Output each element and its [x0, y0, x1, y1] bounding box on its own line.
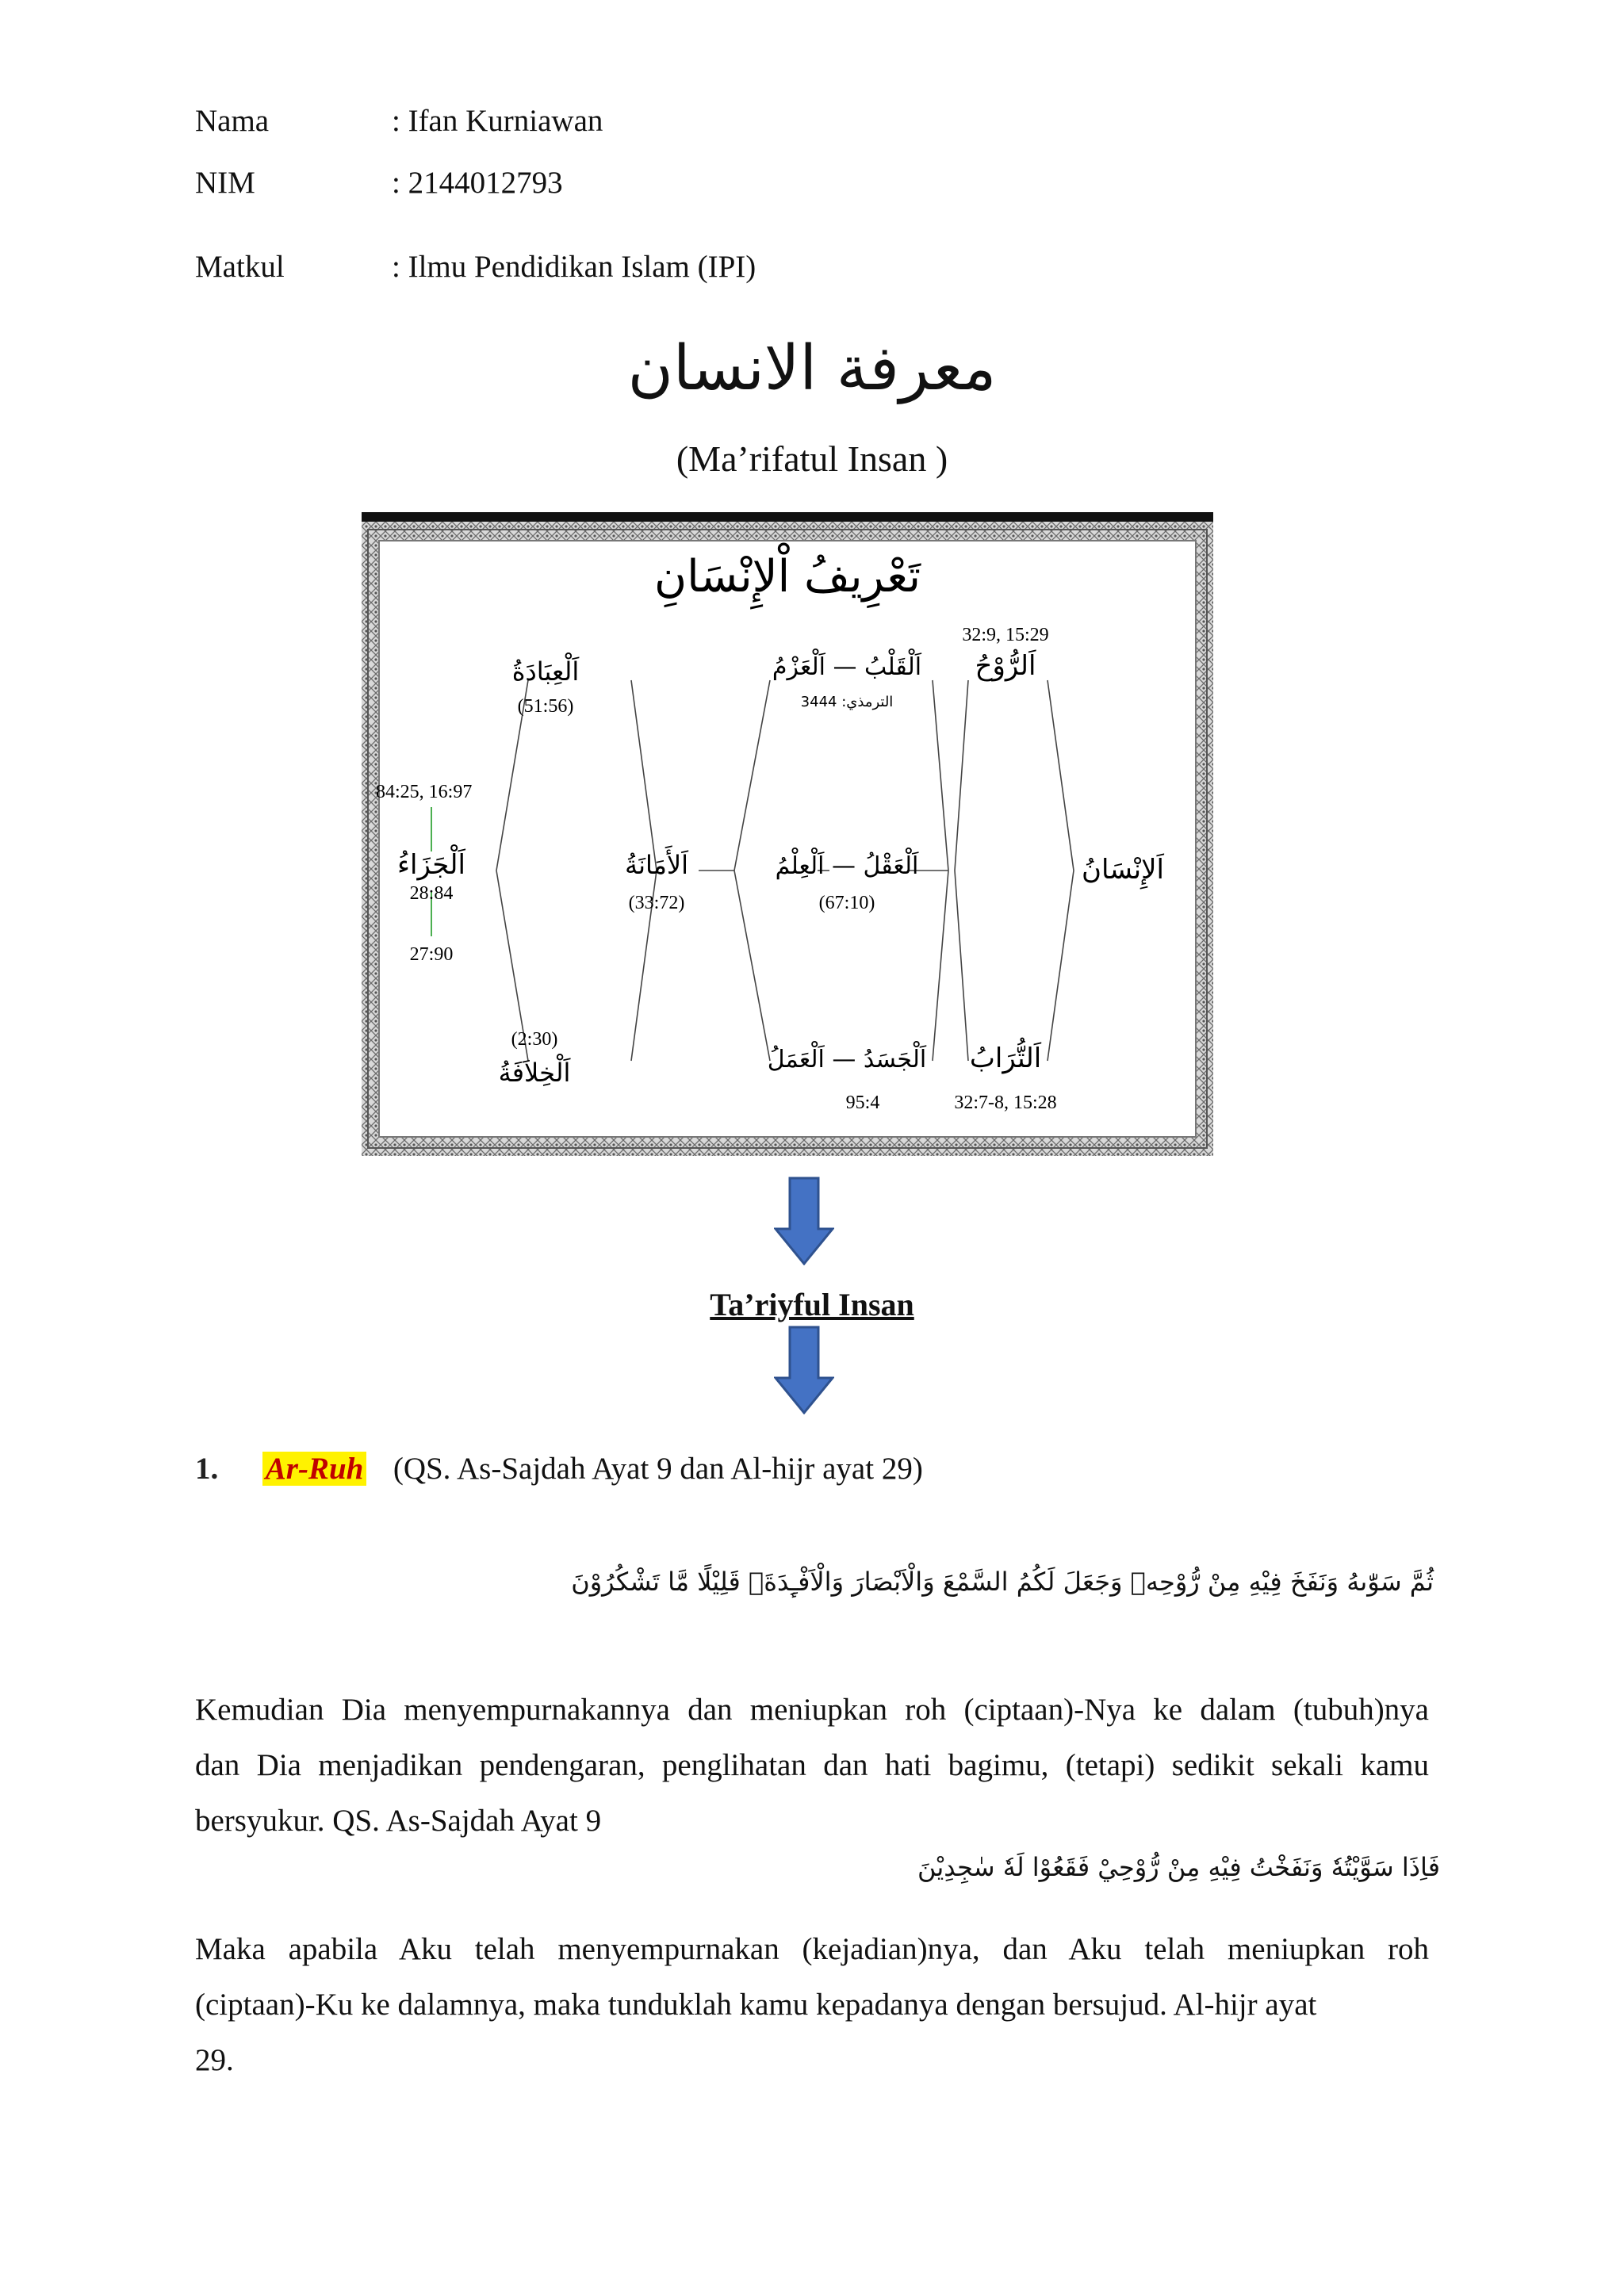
ibadah-label: اَلْعِبَادَةُ [511, 656, 580, 687]
jaza-ref-bottom: 27:90 [409, 944, 454, 965]
translation-line: bersyukur. QS. As-Sajdah Ayat 9 [195, 1804, 602, 1838]
ibadah-ref: (51:56) [517, 696, 574, 717]
jaza-ref-top: 84:25, 16:97 [376, 782, 473, 802]
jaza-ref-mid: 28:84 [409, 883, 454, 904]
qalb-label: اَلْقَلْبُ — اَلْعَزْمُ [772, 653, 922, 681]
turab-ref: 32:7-8, 15:28 [954, 1093, 1057, 1113]
latin-title: (Ma’rifatul Insan ) [676, 438, 948, 479]
jasad-label: اَلْجَسَدُ — اَلْعَمَلُ [767, 1046, 927, 1073]
section-ref: (QS. As-Sajdah Ayat 9 dan Al-hijr ayat 29) [393, 1452, 923, 1486]
aql-ref: (67:10) [818, 893, 875, 913]
translation-sajdah-9 [195, 1682, 1429, 1849]
nim-value: : 2144012793 [392, 166, 563, 200]
translation-line: Kemudian Dia menyempurnakannya dan meniupkan roh (ciptaan)-Nya ke dalam (tubuh)nya [195, 1693, 1429, 1727]
section-name: Ar-Ruh [262, 1452, 367, 1486]
ruh-ref: 32:9, 15:29 [962, 625, 1049, 645]
course-value: : Ilmu Pendidikan Islam (IPI) [392, 250, 756, 284]
figure-caption: Ta’riyful Insan [710, 1287, 914, 1322]
tarif-insan-diagram [362, 512, 1213, 1156]
khilafah-ref: (2:30) [511, 1029, 558, 1050]
ayah-sajdah-9: ثُمَّ سَوّٰىهُ وَنَفَخَ فِيْهِ مِنْ رُّوْحِهٖ وَجَعَلَ لَكُمُ السَّمْعَ وَالْاَبْصَارَ وَالْاَفْـِٕدَةَۗ قَلِيْلًا مَّا تَشْكُرُوْنَ [571, 1567, 1434, 1597]
amanah-label: اَلأَمَانَةُ [624, 850, 689, 880]
khilafah-label: اَلْخِلاَفَةُ [498, 1058, 571, 1088]
diagram-title: تَعْرِيفُ اْلإِنْسَانِ [653, 551, 921, 603]
arabic-title: معرفة الانسان [627, 333, 997, 404]
section-number: 1. [195, 1452, 219, 1486]
translation-line: Maka apabila Aku telah menyempurnakan (kejadian)nya, dan Aku telah meniupkan roh [195, 1932, 1429, 1966]
name-label: Nama [195, 104, 270, 138]
translation-line: (ciptaan)-Ku ke dalamnya, maka tunduklah kamu kepadanya dengan bersujud. Al-hijr ayat [195, 1988, 1317, 2022]
name-value: : Ifan Kurniawan [392, 104, 603, 138]
translation-line: 29. [195, 2043, 234, 2077]
ruh-label: اَلرُّوْحُ [975, 650, 1036, 682]
qalb-ref: الترمذي: 3444 [800, 694, 894, 710]
section-heading [195, 1451, 923, 1487]
aql-label: اَلْعَقْلُ — اَلْعِلْمُ [775, 852, 919, 880]
insan-label: اَلإِنْسَانُ [1082, 854, 1164, 886]
jasad-ref: 95:4 [845, 1093, 880, 1113]
nim-label: NIM [195, 166, 255, 200]
figure-top-bar [362, 512, 1213, 522]
amanah-ref: (33:72) [628, 893, 685, 913]
down-arrow-icon [774, 1326, 834, 1414]
course-label: Matkul [195, 250, 285, 284]
jaza-label: اَلْجَزَاءُ [397, 849, 465, 881]
down-arrow-icon [774, 1177, 834, 1265]
translation-hijr-29 [195, 1922, 1429, 2088]
ayah-hijr-29: فَاِذَا سَوَّيْتُهٗ وَنَفَخْتُ فِيْهِ مِنْ رُّوْحِيْ فَقَعُوْا لَهٗ سٰجِدِيْنَ [917, 1852, 1440, 1882]
translation-line: dan Dia menjadikan pendengaran, penglihatan dan hati bagimu, (tetapi) sedikit sekali kamu [195, 1748, 1429, 1782]
turab-label: اَلتُّرَابُ [969, 1043, 1042, 1074]
